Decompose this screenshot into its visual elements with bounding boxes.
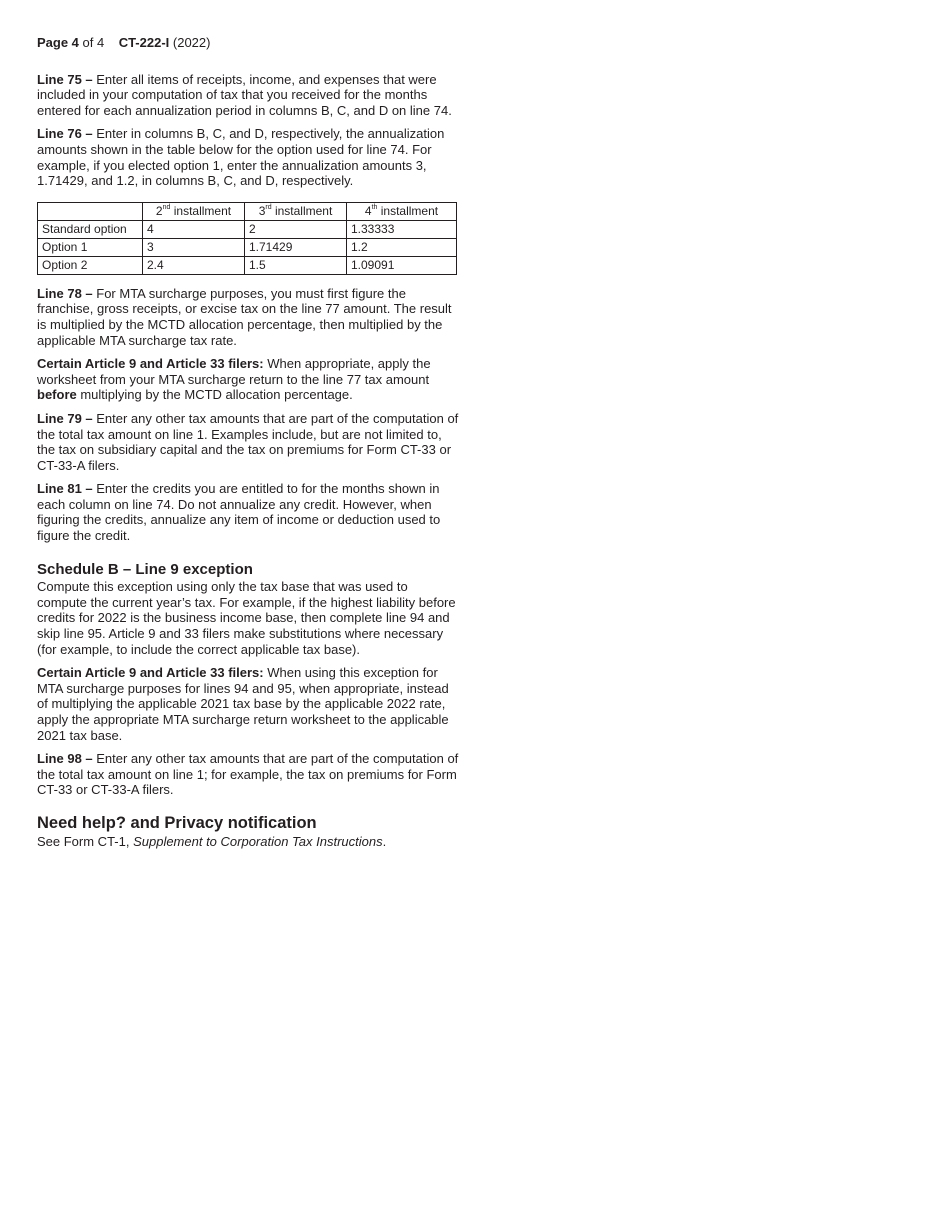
annualization-table (37, 202, 457, 275)
table-row: Standard option 4 2 1.33333 (38, 220, 457, 238)
schedule-b-paragraph: Compute this exception using only the tax base that was used to compute the current year’s tax. For example, if the highest liability before credits for 2022 is the business income base, then complete line 94 and skip line 95. Article 9 and 33 filers make substitutions where necessary (for example, to include the correct applicable tax base). (37, 579, 456, 657)
schedule-b-heading: Schedule B – Line 9 exception (37, 560, 253, 578)
line-98-paragraph: Line 98 – Enter any other tax amounts that are part of the computation of the total tax amount on line 1; for example, the tax on premiums for Form CT-33 or CT-33-A filers. (37, 751, 459, 798)
line-78-paragraph: Line 78 – For MTA surcharge purposes, you must first figure the franchise, gross receipts, or excise tax on the line 77 amount. The result is multiplied by the MCTD allocation percentage, then multiplied by the applicable MTA surcharge tax rate. (37, 285, 452, 348)
table-header-row (38, 202, 457, 220)
column-header: 3rd installment (245, 202, 347, 220)
article-filers-paragraph: Certain Article 9 and Article 33 filers: When appropriate, apply the worksheet from your MTA surcharge return to the line 77 tax amount before multiplying by the MCTD allocation percentage. (37, 356, 431, 403)
line-79-paragraph: Line 79 – Enter any other tax amounts that are part of the computation of the total tax amount on line 1. Examples include, but are not limited to, the tax on subsidiary capital and the tax on premiums for Form CT-33 or CT-33-A filers. (37, 410, 459, 473)
article-filers-exception-paragraph: Certain Article 9 and Article 33 filers: When using this exception for MTA surcharge purposes for lines 94 and 95, when appropriate, instead of multiplying the applicable 2021 tax base by the applicable 2022 rate, apply the appropriate MTA surcharge return worksheet to the applicable 2021 tax base. (37, 665, 449, 743)
line-75-paragraph: Line 75 – Enter all items of receipts, income, and expenses that were included in your computation of tax that you received for the months entered for each annualization period in columns B, C, and D on line 74. (37, 71, 452, 118)
line-76-paragraph: Line 76 – Enter in columns B, C, and D, respectively, the annualization amounts shown in the table below for the option used for line 74. For example, if you elected option 1, enter the annualization amounts 3, 1.71429, and 1.2, in columns B, C, and D, respectively. (37, 126, 445, 189)
column-header: 4th installment (347, 202, 457, 220)
page-header: Page 4 of 4 CT-222-I (2022) (37, 35, 211, 50)
table-row: Option 2 2.4 1.5 1.09091 (38, 256, 457, 274)
need-help-paragraph: See Form CT-1, Supplement to Corporation Tax Instructions. (37, 833, 387, 849)
column-header: 2nd installment (143, 202, 245, 220)
need-help-heading: Need help? and Privacy notification (37, 813, 317, 832)
table-row: Option 1 3 1.71429 1.2 (38, 238, 457, 256)
line-81-paragraph: Line 81 – Enter the credits you are entitled to for the months shown in each column on line 74. Do not annualize any credit. However, when figuring the credits, annualize any item of income or deduction used to figure the credit. (37, 481, 441, 544)
page-content (37, 35, 461, 857)
